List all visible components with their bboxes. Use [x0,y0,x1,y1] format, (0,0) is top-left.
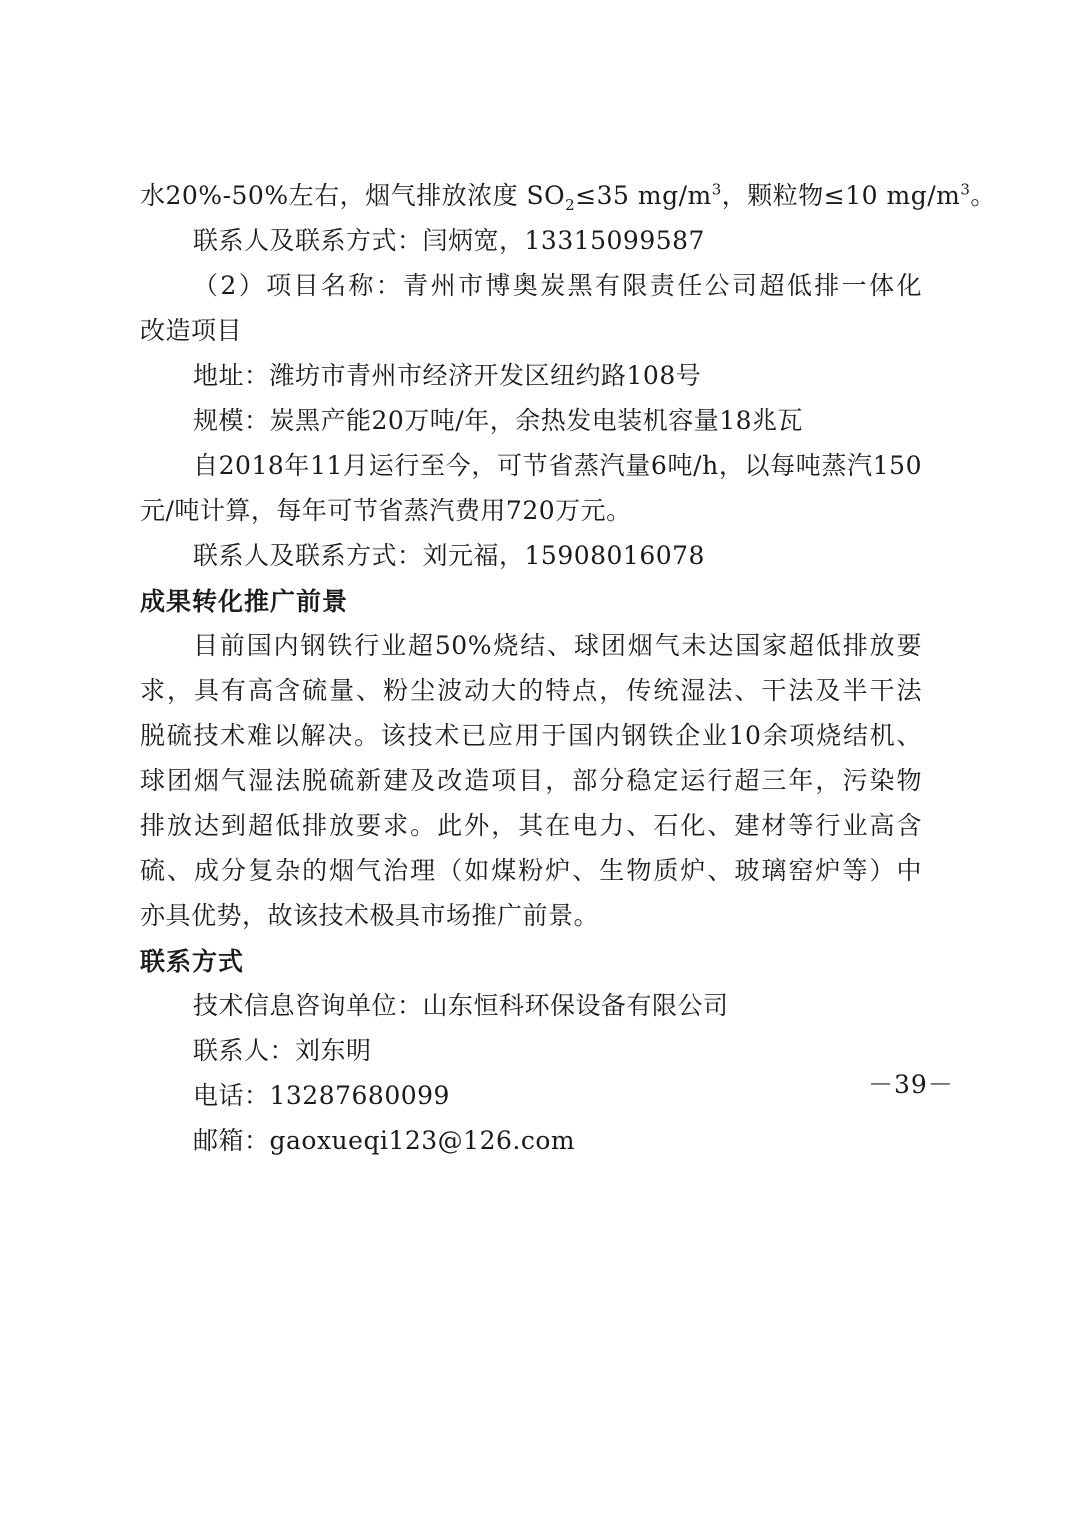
prospect-line-7: 亦具优势，故该技术极具市场推广前景。 [140,901,600,930]
contact-line-1: 联系人及联系方式：闫炳宽，13315099587 [193,226,705,255]
section-heading-prospect: 成果转化推广前景 [140,587,349,616]
prospect-line-6: 硫、成分复杂的烟气治理（如煤粉炉、生物质炉、玻璃窑炉等）中 [140,856,922,885]
prospect-line-3: 脱硫技术难以解决。该技术已应用于国内钢铁企业10余项烧结机、 [140,721,922,750]
emission-line: 水20%-50%左右，烟气排放浓度 $SO_2\le 35$ $mg/m^3$，颗粒物≤10 $mg/m^3$。 [140,180,996,214]
contact-email-line: 邮箱：gaoxueqi123@126.com [193,1126,576,1155]
project-2-title-line-1: （2）项目名称：青州市博奥炭黑有限责任公司超低排一体化 [193,271,922,300]
prospect-line-1: 目前国内钢铁行业超50%烧结、球团烟气未达国家超低排放要 [193,631,922,660]
project-2-title-line-2: 改造项目 [140,316,243,345]
contact-unit-line: 技术信息咨询单位：山东恒科环保设备有限公司 [193,991,729,1020]
prospect-line-2: 求，具有高含硫量、粉尘波动大的特点，传统湿法、干法及半干法 [140,676,922,705]
contact-person-line: 联系人：刘东明 [193,1036,372,1065]
contact-line-2: 联系人及联系方式：刘元福，15908016078 [193,541,705,570]
savings-line-1: 自2018年11月运行至今，可节省蒸汽量6吨/h，以每吨蒸汽150 [193,451,922,480]
savings-line-2: 元/吨计算，每年可节省蒸汽费用720万元。 [140,496,632,525]
address-line: 地址：潍坊市青州市经济开发区纽约路108号 [193,361,702,390]
prospect-line-4: 球团烟气湿法脱硫新建及改造项目，部分稳定运行超三年，污染物 [140,766,922,795]
scale-line: 规模：炭黑产能20万吨/年，余热发电装机容量18兆瓦 [193,406,804,435]
prospect-line-5: 排放达到超低排放要求。此外，其在电力、石化、建材等行业高含 [140,811,922,840]
page-number: －39－ [868,1070,954,1099]
section-heading-contact: 联系方式 [140,947,245,976]
contact-phone-line: 电话：13287680099 [193,1081,450,1110]
